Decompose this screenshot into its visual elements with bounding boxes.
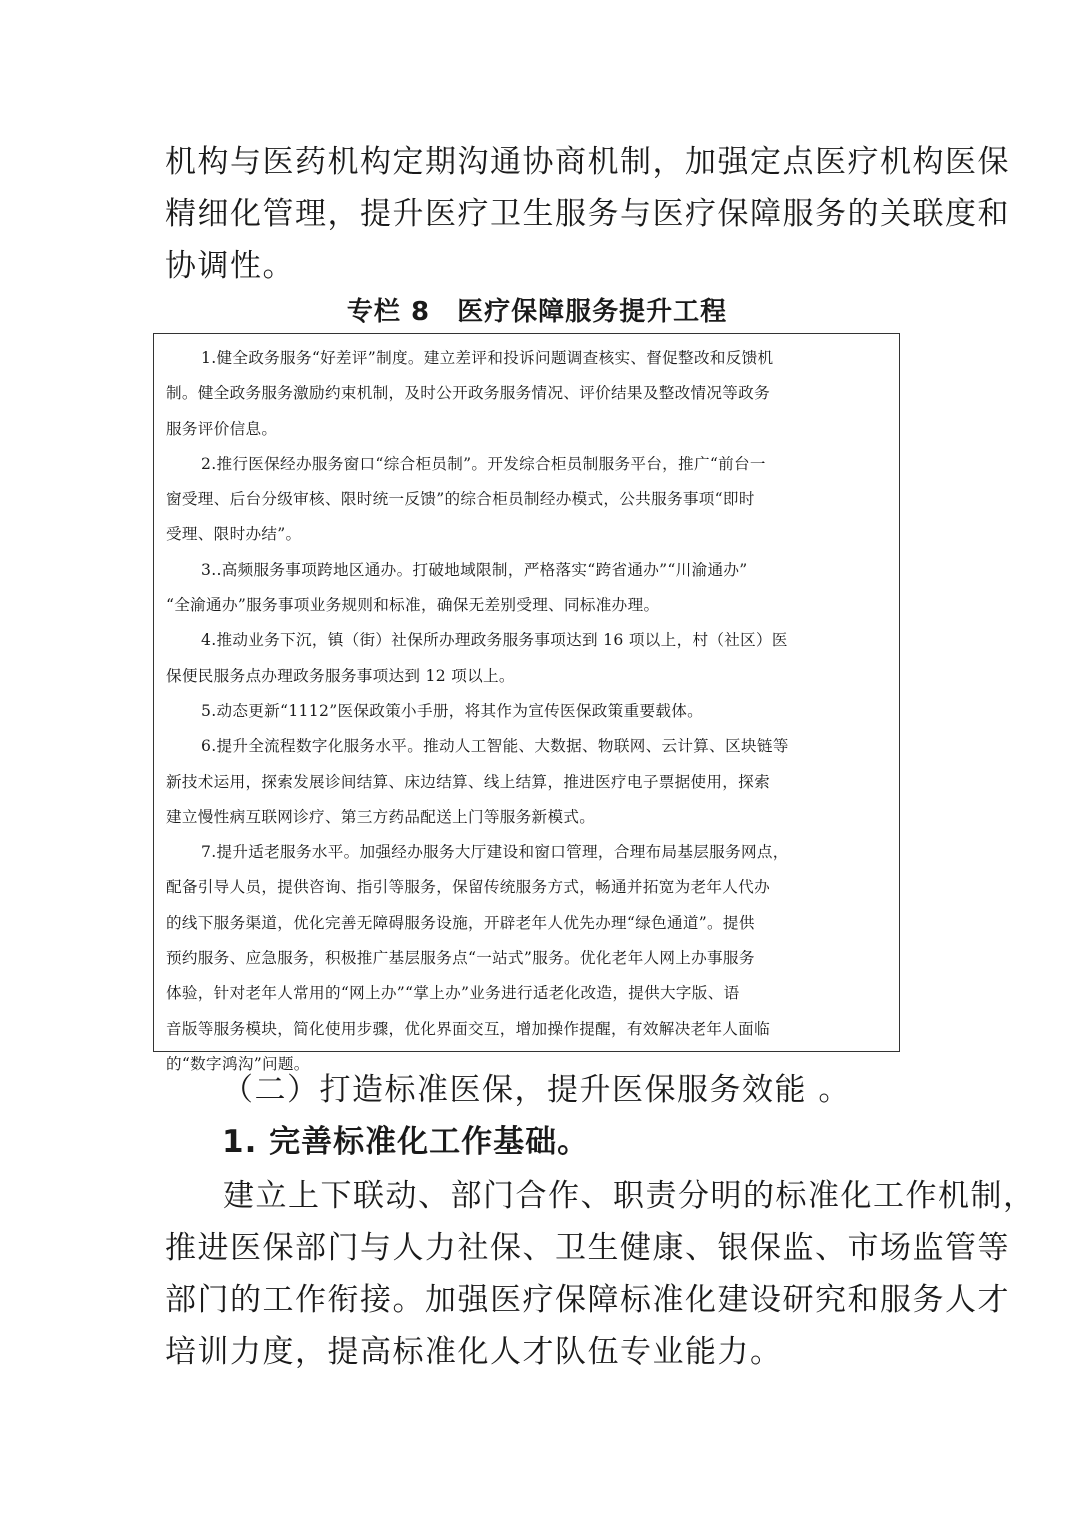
item-line: 制。健全政务服务激励约束机制，及时公开政务服务情况、评价结果及整改情况等政务 (166, 384, 770, 403)
item-line: 预约服务、应急服务，积极推广基层服务点“一站式”服务。优化老年人网上办事服务 (166, 949, 755, 968)
intro-paragraph (165, 136, 1010, 292)
column-item-6 (166, 729, 889, 835)
item-line: 服务评价信息。 (166, 419, 278, 438)
paragraph-line: 机构与医药机构定期沟通协商机制，加强定点医疗机构医保 (165, 144, 1010, 180)
item-line: 5.动态更新“1112”医保政策小手册，将其作为宣传医保政策重要载体。 (201, 701, 704, 720)
item-line: 的线下服务渠道，优化完善无障碍服务设施，开辟老年人优先办理“绿色通道”。提供 (166, 913, 755, 932)
paragraph-line: 培训力度，提高标准化人才队伍专业能力。 (165, 1334, 783, 1370)
column-item-4 (166, 623, 889, 694)
paragraph-line: 建立上下联动、部门合作、职责分明的标准化工作机制， (223, 1178, 1036, 1214)
paragraph-line: 部门的工作衔接。加强医疗保障标准化建设研究和服务人才 (165, 1282, 1010, 1318)
body-paragraph (165, 1170, 1036, 1378)
column-box-title: 专栏 8 医疗保障服务提升工程 (346, 297, 728, 327)
item-line: 4.推动业务下沉，镇（街）社保所办理政务服务事项达到 16 项以上，村（社区）医 (201, 631, 788, 650)
item-line: 1.健全政务服务“好差评”制度。建立差评和投诉问题调查核实、督促整改和反馈机 (201, 349, 774, 367)
sub-heading: 1. 完善标准化工作基础。 (222, 1124, 590, 1160)
section-heading: （二）打造标准医保，提升医保服务效能 。 (222, 1072, 851, 1108)
item-line: 音版等服务模块，简化使用步骤，优化界面交互，增加操作提醒，有效解决老年人面临 (166, 1019, 770, 1038)
item-line: 7.提升适老服务水平。加强经办服务大厅建设和窗口管理，合理布局基层服务网点， (201, 843, 789, 862)
item-line: 建立慢性病互联网诊疗、第三方药品配送上门等服务新模式。 (166, 807, 596, 826)
paragraph-line: 协调性。 (165, 248, 295, 284)
item-line: 2.推行医保经办服务窗口“综合柜员制”。开发综合柜员制服务平台，推广“前台一 (201, 454, 766, 473)
paragraph-line: 精细化管理，提升医疗卫生服务与医疗保障服务的关联度和 (165, 196, 1010, 232)
column-item-5 (166, 694, 889, 729)
item-line: 体验，针对老年人常用的“网上办”“掌上办”业务进行适老化改造，提供大字版、语 (166, 984, 740, 1003)
item-line: 3..高频服务事项跨地区通办。打破地域限制，严格落实“跨省通办”“川渝通办” (201, 560, 748, 579)
column-item-7 (166, 835, 889, 1082)
item-line: 保便民服务点办理政务服务事项达到 12 项以上。 (166, 666, 515, 685)
column-item-2 (166, 447, 889, 553)
item-line: 6.提升全流程数字化服务水平。推动人工智能、大数据、物联网、云计算、区块链等 (201, 737, 789, 756)
item-line: 窗受理、后台分级审核、限时统一反馈”的综合柜员制经办模式，公共服务事项“即时 (166, 490, 755, 509)
item-line: “全渝通办”服务事项业务规则和标准，确保无差别受理、同标准办理。 (166, 596, 660, 615)
column-box (153, 333, 900, 1073)
item-line: 的“数字鸿沟”问题。 (166, 1054, 310, 1073)
column-item-1 (166, 341, 889, 447)
item-line: 受理、限时办结”。 (166, 525, 302, 544)
column-item-3 (166, 553, 889, 624)
item-line: 新技术运用，探索发展诊间结算、床边结算、线上结算，推进医疗电子票据使用，探索 (166, 772, 770, 791)
paragraph-line: 推进医保部门与人力社保、卫生健康、银保监、市场监管等 (165, 1230, 1010, 1266)
item-line: 配备引导人员，提供咨询、指引等服务，保留传统服务方式，畅通并拓宽为老年人代办 (166, 878, 770, 897)
